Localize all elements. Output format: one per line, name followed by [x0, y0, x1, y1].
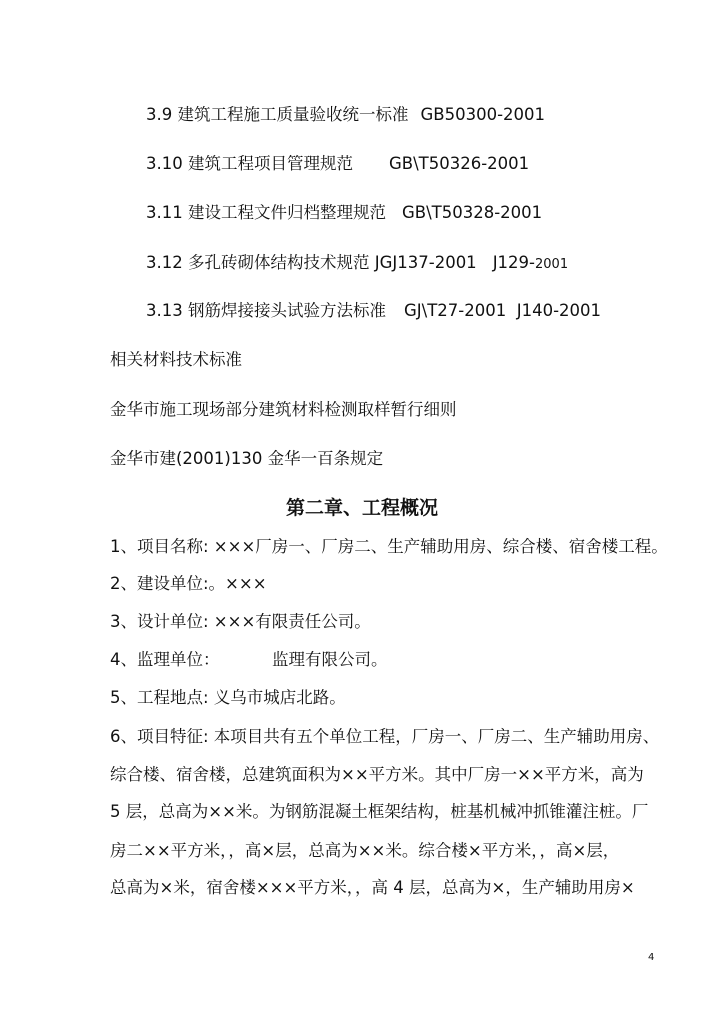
standard-code: GB50300-2001 — [420, 105, 546, 124]
features-line: 总高为×米，宿舍楼×××平方米，，高 4 层，总高为×，生产辅助用房× — [110, 878, 635, 897]
standard-title: 3.10 建筑工程项目管理规范 — [146, 154, 353, 173]
standard-code: J129- — [492, 253, 536, 272]
standard-title: 3.11 建设工程文件归档整理规范 — [146, 203, 386, 222]
standard-item-3-11 — [146, 202, 542, 224]
designer-item: 3、设计单位: ×××有限责任公司。 — [110, 612, 371, 631]
standard-code: GB\T50326-2001 — [388, 154, 530, 173]
related-standard-item: 金华市建(2001)130 金华一百条规定 — [110, 449, 384, 468]
standard-item-3-9 — [146, 104, 545, 126]
standard-code: GB\T50328-2001 — [401, 203, 543, 222]
features-line: 房二××平方米，，高×层，总高为××米。综合楼×平方米，，高×层， — [110, 841, 620, 860]
project-name-item: 1、项目名称: ×××厂房一、厂房二、生产辅助用房、综合楼、宿舍楼工程。 — [110, 537, 668, 556]
standard-title: 3.12 多孔砖砌体结构技术规范 JGJ137-2001 — [146, 253, 477, 272]
standard-item-3-13 — [146, 300, 601, 322]
standard-code-year: 2001 — [535, 257, 569, 272]
related-standard-item: 金华市施工现场部分建筑材料检测取样暂行细则 — [110, 400, 457, 419]
features-line: 综合楼、宿舍楼，总建筑面积为××平方米。其中厂房一××平方米，高为 — [110, 765, 644, 784]
features-line: 6、项目特征: 本项目共有五个单位工程，厂房一、厂房二、生产辅助用房、 — [110, 727, 660, 746]
standard-title: 3.13 钢筋焊接接头试验方法标准 — [146, 301, 386, 320]
location-item: 5、工程地点: 义乌市城店北路。 — [110, 688, 346, 707]
features-line: 5 层，总高为××米。为钢筋混凝土框架结构，桩基机械冲抓锥灌注桩。厂 — [110, 802, 649, 821]
related-standards-heading: 相关材料技术标准 — [110, 350, 242, 369]
standard-title: 3.9 建筑工程施工质量验收统一标准 — [146, 105, 409, 124]
standard-item-3-12 — [146, 252, 568, 276]
supervisor-item: 4、监理单位： 监理有限公司。 — [110, 650, 388, 669]
standard-code: GJ\T27-2001 J140-2001 — [403, 301, 602, 320]
standard-item-3-10 — [146, 153, 529, 175]
chapter-title: 第二章、工程概况 — [285, 497, 438, 519]
page-number: 4 — [648, 952, 655, 963]
builder-item: 2、建设单位:。××× — [110, 574, 267, 593]
